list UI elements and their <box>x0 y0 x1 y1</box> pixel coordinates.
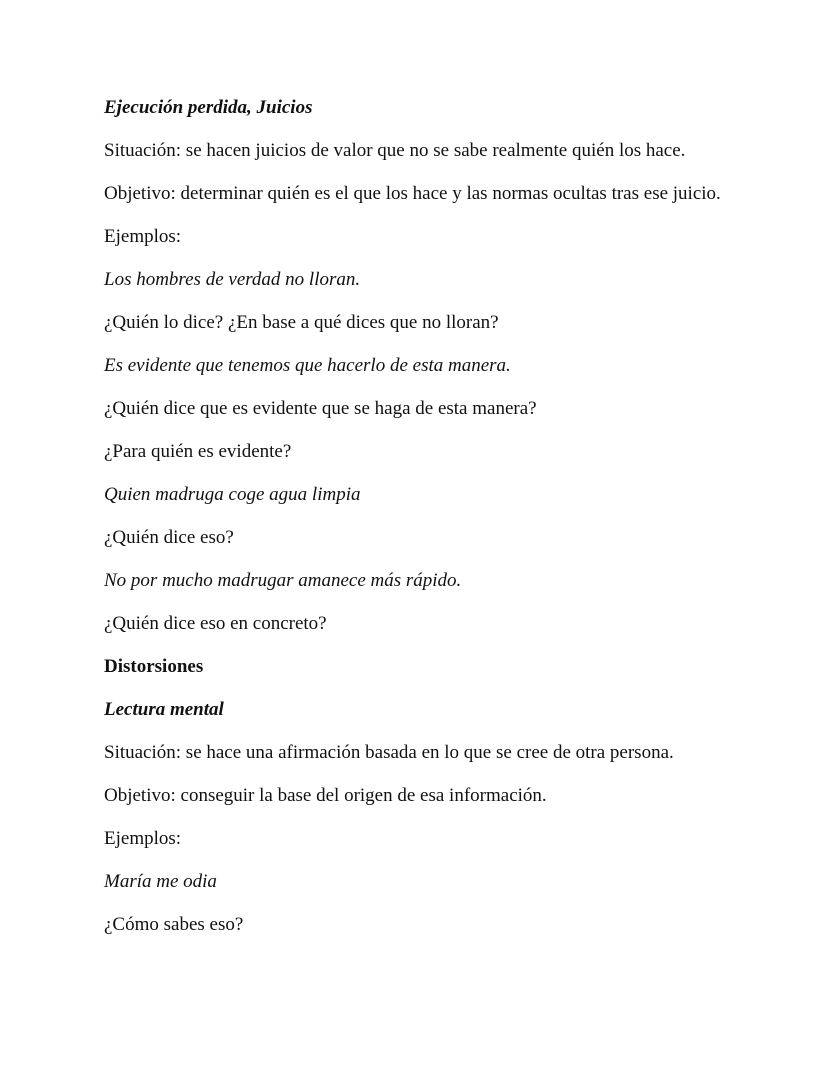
example-text: Quien madruga coge agua limpia <box>104 484 361 505</box>
situation-text: Situación: se hace una afirmación basada en lo que se cree de otra persona. <box>104 742 674 763</box>
objective-text: Objetivo: conseguir la base del origen de esa información. <box>104 785 547 806</box>
document-page <box>104 96 744 956</box>
section-title-lectura-mental: Lectura mental <box>104 699 224 720</box>
examples-label: Ejemplos: <box>104 226 182 247</box>
example-text: Es evidente que tenemos que hacerlo de esta manera. <box>104 355 511 376</box>
example-text: María me odia <box>104 871 217 892</box>
response-text: ¿Quién dice eso? <box>104 527 234 548</box>
example-text: Los hombres de verdad no lloran. <box>104 269 361 290</box>
section-title-ejecucion-perdida: Ejecución perdida, Juicios <box>104 97 313 118</box>
examples-label: Ejemplos: <box>104 828 182 849</box>
section-title-distorsiones: Distorsiones <box>104 656 204 677</box>
response-text: ¿Quién lo dice? ¿En base a qué dices que no lloran? <box>104 312 499 333</box>
objective-text: Objetivo: determinar quién es el que los hace y las normas ocultas tras ese juicio. <box>104 183 721 204</box>
situation-text: Situación: se hacen juicios de valor que no se sabe realmente quién los hace. <box>104 140 686 161</box>
response-text: ¿Para quién es evidente? <box>104 441 292 462</box>
example-text: No por mucho madrugar amanece más rápido. <box>104 570 462 591</box>
response-text: ¿Quién dice que es evidente que se haga de esta manera? <box>104 398 537 419</box>
response-text: ¿Cómo sabes eso? <box>104 914 244 935</box>
response-text: ¿Quién dice eso en concreto? <box>104 613 327 634</box>
